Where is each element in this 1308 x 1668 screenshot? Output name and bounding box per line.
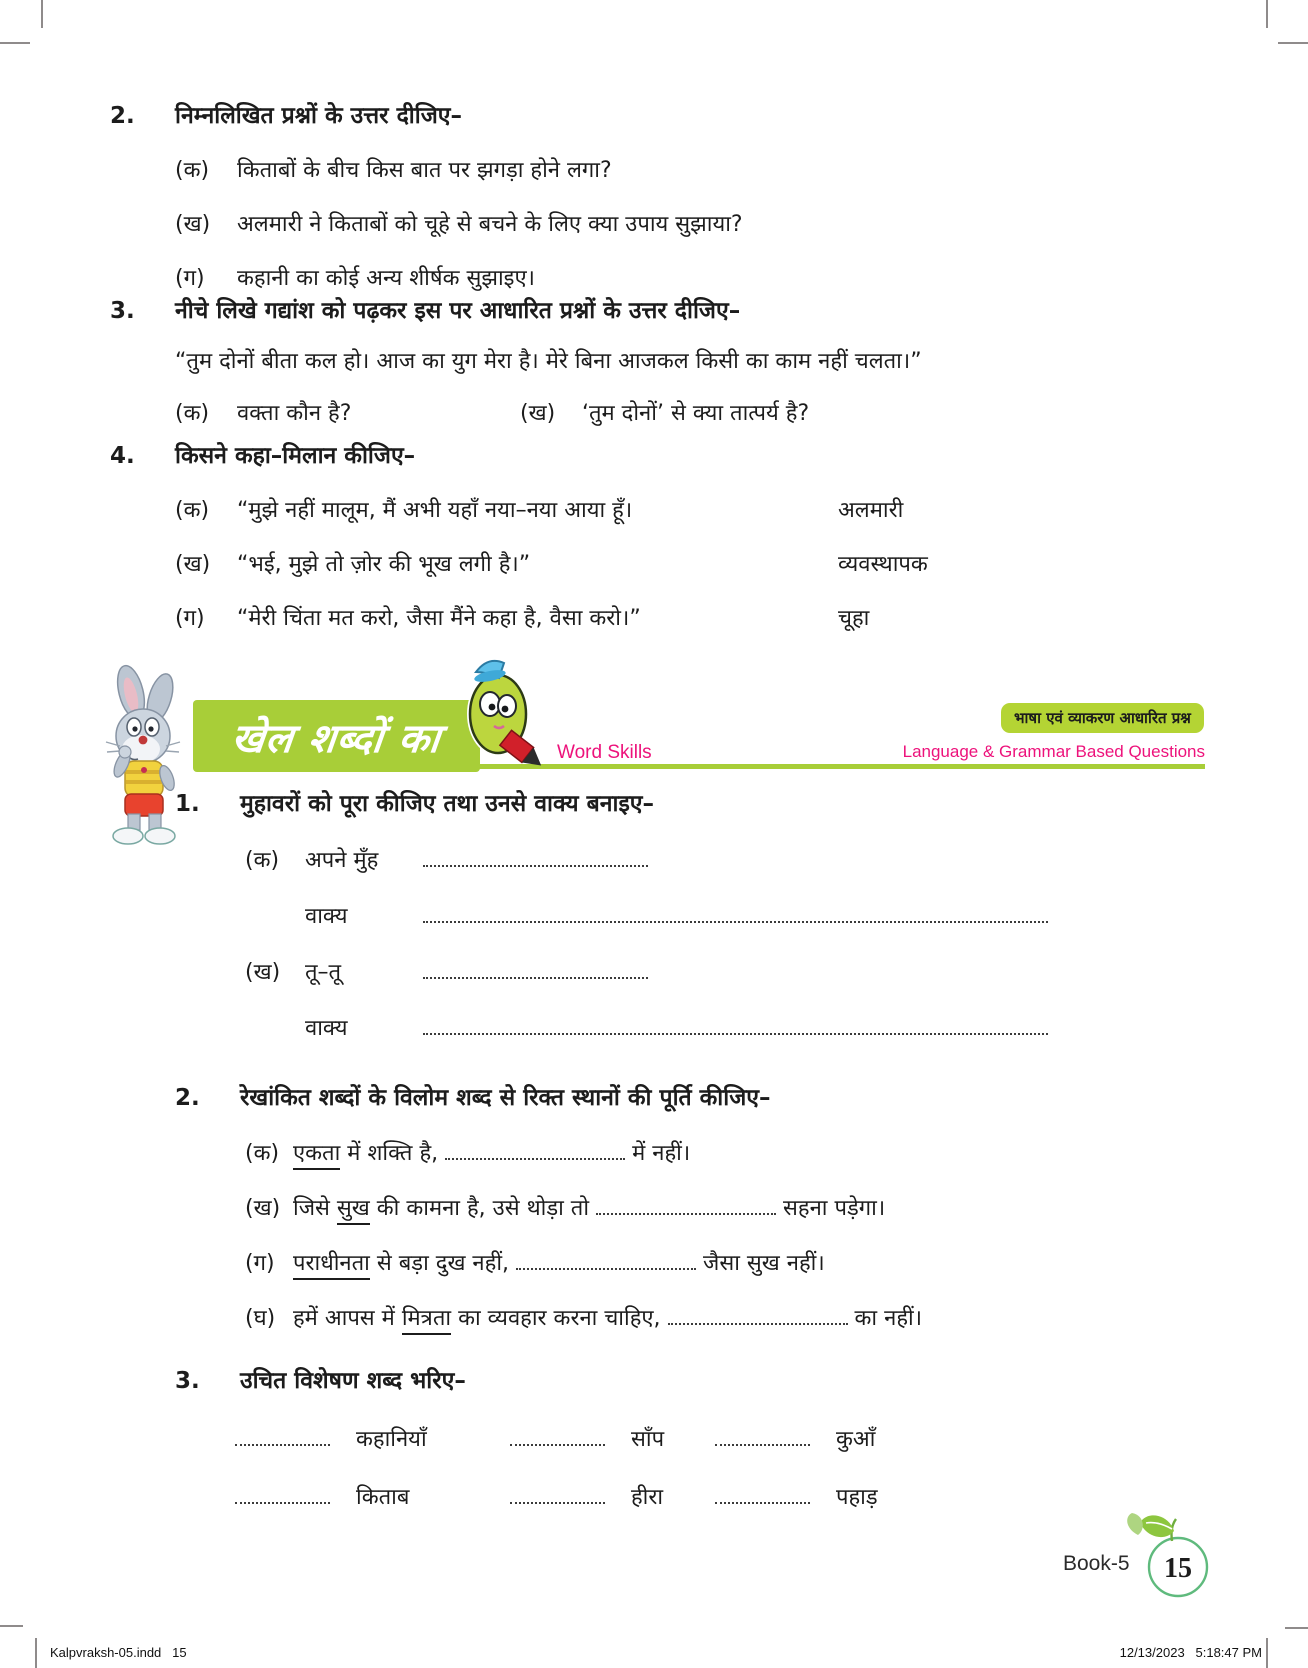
banner-title-english: Word Skills (557, 742, 652, 763)
question-title: मुहावरों को पूरा कीजिए तथा उनसे वाक्य बनाइए– (240, 791, 654, 817)
crop-mark (0, 1625, 23, 1627)
match-answer: व्यवस्थापक (838, 552, 928, 577)
antonym-item: (ख) जिसे सुख की कामना है, उसे थोड़ा तो सहना पड़ेगा। (245, 1193, 1235, 1225)
adjective-row: किताब हीरा पहाड़ (235, 1482, 1235, 1514)
match-row: (क) “मुझे नहीं मालूम, मैं अभी यहाँ नया–नया आया हूँ। अलमारी (175, 495, 1210, 527)
antonym-item: (ग) पराधीनता से बड़ा दुख नहीं, जैसा सुख नहीं। (245, 1248, 1235, 1280)
question-title: किसने कहा–मिलान कीजिए– (175, 443, 416, 469)
word-skills-q2 (175, 1082, 1235, 1335)
sentence-item: वाक्य (305, 1013, 1235, 1045)
question-number: 3. (110, 298, 135, 324)
blank-line (715, 1484, 810, 1504)
banner-rule (460, 764, 1205, 769)
crop-mark (1285, 1627, 1308, 1629)
question-item: (ग) कहानी का कोई अन्य शीर्षक सुझाइए। (175, 266, 535, 291)
blank-line (445, 1140, 625, 1160)
blank-line (715, 1426, 810, 1446)
question-3 (110, 295, 1210, 430)
blank-line (235, 1426, 330, 1446)
grammar-pill: भाषा एवं व्याकरण आधारित प्रश्न (1001, 703, 1204, 733)
antonym-item: (क) एकता में शक्ति है, में नहीं। (245, 1138, 1235, 1170)
banner-title-hindi: खेल शब्दों का (229, 715, 444, 762)
word-skills-q1 (175, 788, 1235, 1045)
crop-mark (35, 1638, 37, 1668)
rabbit-mascot-icon (98, 660, 193, 850)
question-number: 3. (175, 1368, 200, 1394)
question-title: रेखांकित शब्दों के विलोम शब्द से रिक्त स्थानों की पूर्ति कीजिए– (240, 1085, 771, 1111)
idiom-item: (क) अपने मुँह (245, 845, 1235, 877)
blank-line (516, 1250, 696, 1270)
sentence-item: वाक्य (305, 901, 1235, 933)
question-number: 2. (175, 1085, 200, 1111)
question-title: उचित विशेषण शब्द भरिए– (240, 1368, 466, 1394)
blank-line (423, 903, 1048, 923)
passage: “तुम दोनों बीता कल हो। आज का युग मेरा है। मेरे बिना आजकल किसी का काम नहीं चलता।” (175, 349, 922, 374)
book-label: Book-5 (1063, 1552, 1130, 1575)
crop-mark (1266, 1638, 1268, 1668)
print-filename: Kalpvraksh-05.indd 15 (50, 1645, 187, 1660)
antonym-item: (घ) हमें आपस में मित्रता का व्यवहार करना चाहिए, का नहीं। (245, 1303, 1235, 1335)
crop-mark (41, 0, 43, 28)
blank-line (423, 847, 648, 867)
pencil-mascot-icon (446, 652, 546, 772)
underlined-word: मित्रता (402, 1306, 451, 1335)
match-answer: चूहा (838, 606, 870, 631)
blank-line (596, 1195, 776, 1215)
page-number: 15 (1164, 1553, 1192, 1584)
question-number: 4. (110, 443, 135, 469)
adjective-row: कहानियाँ साँप कुआँ (235, 1424, 1235, 1456)
match-row: (ग) “मेरी चिंता मत करो, जैसा मैंने कहा है, वैसा करो।” चूहा (175, 603, 1210, 635)
grammar-subtitle: Language & Grammar Based Questions (902, 742, 1205, 761)
print-timestamp: 12/13/2023 5:18:47 PM (1119, 1645, 1262, 1660)
word-skills-q3 (175, 1365, 1235, 1514)
crop-mark (1266, 0, 1268, 28)
underlined-word: सुख (337, 1196, 370, 1225)
question-number: 1. (175, 791, 200, 817)
blank-line (235, 1484, 330, 1504)
question-4 (110, 440, 1210, 635)
blank-line (423, 1015, 1048, 1035)
blank-line (510, 1484, 605, 1504)
leaf-page-badge (1122, 1505, 1222, 1605)
blank-line (510, 1426, 605, 1446)
question-item: (क) किताबों के बीच किस बात पर झगड़ा होने लगा? (175, 158, 612, 183)
question-number: 2. (110, 103, 135, 129)
banner-title-box (193, 700, 480, 772)
crop-mark (0, 42, 30, 44)
blank-line (423, 959, 648, 979)
underlined-word: एकता (293, 1141, 340, 1170)
idiom-item: (ख) तू–तू (245, 957, 1235, 989)
crop-mark (1278, 42, 1308, 44)
underlined-word: पराधीनता (293, 1251, 370, 1280)
question-item-row: (क) वक्ता कौन है? (ख) ‘तुम दोनों’ से क्या तात्पर्य है? (175, 401, 810, 426)
match-row: (ख) “भई, मुझे तो ज़ोर की भूख लगी है।” व्यवस्थापक (175, 549, 1210, 581)
match-answer: अलमारी (838, 498, 904, 523)
question-2 (110, 100, 1210, 295)
question-title: नीचे लिखे गद्यांश को पढ़कर इस पर आधारित प्रश्नों के उत्तर दीजिए– (175, 298, 741, 324)
question-title: निम्नलिखित प्रश्नों के उत्तर दीजिए– (175, 103, 462, 129)
blank-line (668, 1305, 848, 1325)
question-item: (ख) अलमारी ने किताबों को चूहे से बचने के लिए क्या उपाय सुझाया? (175, 212, 743, 237)
